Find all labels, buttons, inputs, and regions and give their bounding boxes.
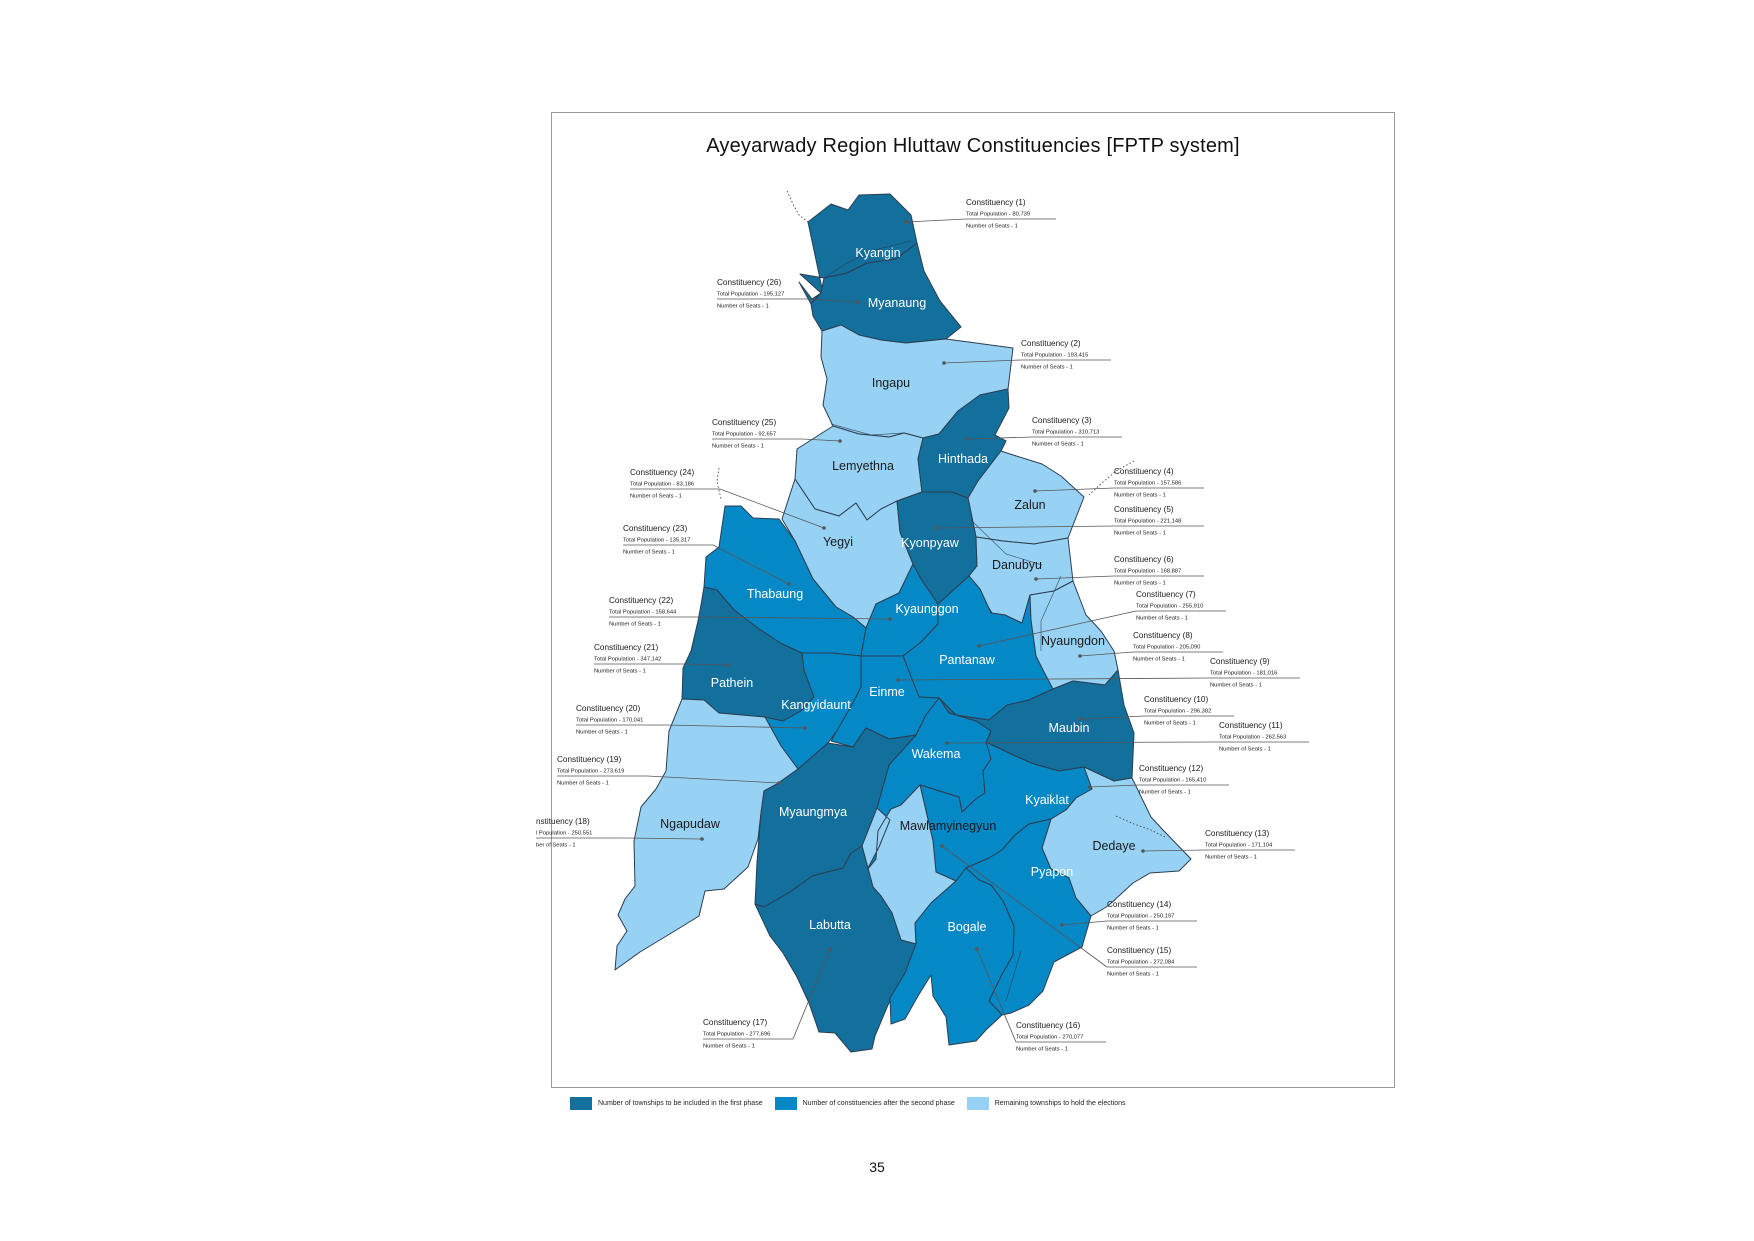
constituency-seats: Number of Seats - 1 [1219,746,1271,753]
constituency-title: Constituency (26) [717,278,782,287]
constituency-marker [940,844,944,848]
constituency-seats: Number of Seats - 1 [712,443,764,450]
constituency-population: Total Population - 168,887 [1114,568,1182,575]
constituency-marker [1060,923,1064,927]
constituency-title: Constituency (6) [1114,555,1174,564]
legend-label-remaining: Remaining townships to hold the elections [994,1099,1126,1107]
constituency-seats: Number of Seats - 1 [1144,720,1196,727]
township-label-myaungmya: Myaungmya [778,805,848,819]
constituency-marker [1079,717,1083,721]
constituency-title: Constituency (9) [1210,657,1270,666]
constituency-marker [945,741,949,745]
constituency-title: Constituency (4) [1114,467,1174,476]
constituency-title: Constituency (2) [1021,339,1081,348]
constituency-title: Constituency (12) [1139,764,1204,773]
township-label-zalun: Zalun [1014,498,1046,512]
constituency-population: Total Population - 273,619 [557,768,625,775]
constituency-marker [726,663,730,667]
map-title: Ayeyarwady Region Hluttaw Constituencies [FPTP system] [706,135,1240,157]
constituency-population: Total Population - 221,148 [1114,518,1182,525]
constituency-marker [1088,785,1092,789]
constituency-title: Constituency (22) [609,596,674,605]
constituency-population: Total Population - 310,713 [1032,429,1100,436]
boundary-dotted-line [787,191,808,222]
constituency-title: Constituency (25) [712,418,777,427]
constituency-title: Constituency (16) [1016,1021,1081,1030]
boundary-dotted-line [717,468,721,499]
constituency-leader-line [906,219,966,222]
constituency-population: Total Population - 205,090 [1133,644,1201,651]
township-label-kyangin: Kyangin [855,246,901,260]
constituency-population: Total Population - 262,563 [1219,734,1287,741]
township-label-bogale: Bogale [947,920,987,934]
constituency-marker [934,526,938,530]
township-label-kyaiklat: Kyaiklat [1025,793,1069,807]
constituency-title: Constituency (3) [1032,416,1092,425]
constituency-seats: ber of Seats - 1 [536,842,576,849]
constituency-seats: Number of Seats - 1 [1210,682,1262,689]
township-label-nyaungdon: Nyaungdon [1041,634,1105,648]
constituency-seats: Number of Seats - 1 [1107,971,1159,978]
constituency-marker [856,300,860,304]
constituency-seats: Number of Seats - 1 [576,729,628,736]
township-label-kangyidaunt: Kangyidaunt [781,698,851,712]
constituency-marker [1141,849,1145,853]
constituency-population: Total Population - 80,739 [966,211,1031,218]
constituency-seats: Number of Seats - 1 [630,493,682,500]
constituency-marker [1034,577,1038,581]
township-label-pantanaw: Pantanaw [939,653,995,667]
constituency-title: Constituency (1) [966,198,1026,207]
constituency-marker [904,220,908,224]
constituency-marker [1078,654,1082,658]
township-label-myanaung: Myanaung [867,296,927,310]
constituency-title: Constituency (14) [1107,900,1172,909]
township-label-hinthada: Hinthada [937,452,989,466]
legend-item-first-phase [570,1097,763,1110]
constituency-marker [1033,489,1037,493]
constituency-marker [787,582,791,586]
constituency-marker [828,947,832,951]
constituency-marker [822,526,826,530]
constituency-title: Constituency (10) [1144,695,1209,704]
legend-label-first-phase: Number of townships to be included in the first phase [598,1099,763,1107]
constituency-population: Total Population - 193,415 [1021,352,1089,359]
constituency-population: Total Population - 135,317 [623,537,691,544]
constituency-marker [942,361,946,365]
constituency-seats: Number of Seats - 1 [1021,364,1073,371]
constituency-population: Total Population - 83,186 [630,481,695,488]
legend-swatch-first-phase [570,1097,592,1110]
township-label-dedaye: Dedaye [1092,839,1136,853]
township-label-kyaunggon: Kyaunggon [895,602,959,616]
township-label-labutta: Labutta [809,918,851,932]
constituency-marker [700,837,704,841]
constituency-marker [777,781,781,785]
township-label-pathein: Pathein [710,676,754,690]
township-label-kyonpyaw: Kyonpyaw [901,536,959,550]
constituency-title: Constituency (5) [1114,505,1174,514]
constituency-seats: Number of Seats - 1 [966,223,1018,230]
township-label-lemyethna: Lemyethna [832,459,894,473]
constituency-seats: Number of Seats - 1 [1133,656,1185,663]
constituency-title: Constituency (15) [1107,946,1172,955]
legend-item-second-phase [775,1097,955,1110]
constituency-seats: Number of Seats - 1 [717,303,769,310]
constituency-marker [888,617,892,621]
township-label-wakema: Wakema [911,747,961,761]
constituency-population: Total Population - 157,586 [1114,480,1182,487]
constituency-seats: Number of Seats - 1 [1114,530,1166,537]
constituency-seats: Number of Seats - 1 [1136,615,1188,622]
constituency-seats: Number of Seats - 1 [1032,441,1084,448]
constituency-title: Constituency (7) [1136,590,1196,599]
constituency-title: nstituency (18) [536,817,590,826]
map-canvas [536,113,1396,1089]
constituency-title: Constituency (8) [1133,631,1193,640]
constituency-population: Total Population - 296,382 [1144,708,1212,715]
constituency-marker [803,726,807,730]
legend-label-second-phase: Number of constituencies after the second phase [802,1099,955,1107]
constituency-population: Total Population - 272,084 [1107,959,1175,966]
constituency-seats: Number of Seats - 1 [703,1043,755,1050]
township-label-maubin: Maubin [1048,721,1090,735]
constituency-title: Constituency (23) [623,524,688,533]
constituency-title: Constituency (20) [576,704,641,713]
constituency-seats: Number of Seats - 1 [1139,789,1191,796]
page-number: 35 [869,1159,885,1175]
constituency-marker [965,437,969,441]
township-label-ngapudaw: Ngapudaw [660,817,720,831]
constituency-population: Total Population - 270,077 [1016,1034,1084,1041]
constituency-seats: Number of Seats - 1 [1114,580,1166,587]
township-label-thabaung: Thabaung [746,587,804,601]
constituency-population: Total Population - 195,127 [717,291,785,298]
township-label-einme: Einme [869,685,905,699]
constituency-seats: Number of Seats - 1 [609,621,661,628]
township-label-pyapon: Pyapon [1030,865,1074,879]
constituency-population: Total Population - 255,910 [1136,603,1204,610]
constituency-population: Total Population - 181,016 [1210,670,1278,677]
constituency-population: Total Population - 165,410 [1139,777,1207,784]
constituency-population: Total Population - 250,197 [1107,913,1175,920]
constituency-title: Constituency (11) [1219,721,1283,730]
township-label-ingapu: Ingapu [871,376,911,390]
constituency-population: Total Population - 92,657 [712,431,777,438]
map-frame [536,112,1395,1088]
constituency-population: Total Population - 277,696 [703,1031,771,1038]
constituency-population: l Population - 250,551 [536,830,593,837]
constituency-title: Constituency (17) [703,1018,768,1027]
constituency-marker [896,678,900,682]
constituency-title: Constituency (21) [594,643,659,652]
constituency-seats: Number of Seats - 1 [1114,492,1166,499]
constituency-title: Constituency (13) [1205,829,1270,838]
legend-swatch-remaining [967,1097,989,1110]
constituency-title: Constituency (24) [630,468,695,477]
constituency-seats: Number of Seats - 1 [1205,854,1257,861]
township-label-mawlamyinegyun: Mawlamyinegyun [899,819,997,833]
constituency-population: Total Population - 347,142 [594,656,662,663]
constituency-marker [975,947,979,951]
constituency-marker [977,644,981,648]
constituency-seats: Number of Seats - 1 [557,780,609,787]
constituency-seats: Number of Seats - 1 [594,668,646,675]
constituency-marker [838,439,842,443]
township-label-yegyi: Yegyi [822,535,854,549]
township-label-danubyu: Danubyu [991,558,1043,572]
constituency-population: Total Population - 171,104 [1205,842,1273,849]
legend-swatch-second-phase [775,1097,797,1110]
constituency-seats: Number of Seats - 1 [623,549,675,556]
constituency-population: Total Population - 158,644 [609,609,677,616]
constituency-callout-1 [904,198,1056,230]
constituency-seats: Number of Seats - 1 [1016,1046,1068,1053]
constituency-population: Total Population - 170,041 [576,717,644,724]
constituency-seats: Number of Seats - 1 [1107,925,1159,932]
legend [570,1093,1138,1113]
constituency-title: Constituency (19) [557,755,622,764]
legend-item-remaining [967,1097,1126,1110]
